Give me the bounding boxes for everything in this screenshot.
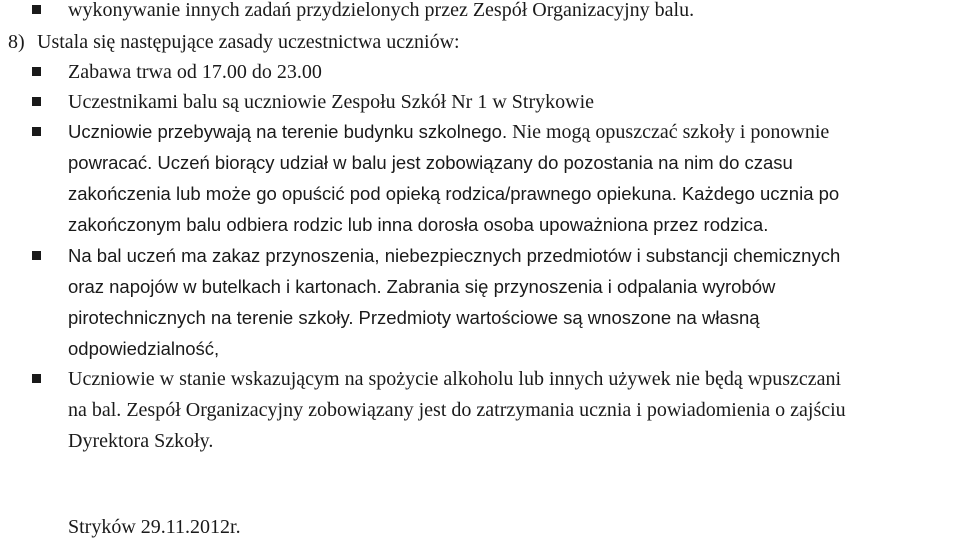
bullet-marker: [32, 67, 41, 76]
bullet-marker: [32, 97, 41, 106]
text-run: Przedmioty wartościowe są wnoszone na własną: [358, 307, 760, 328]
paragraph-line: [68, 306, 760, 330]
text-run: Nie mogą opuszczać szkoły i ponownie: [512, 121, 830, 143]
list-item: Zabawa trwa od 17.00 do 23.00: [68, 61, 322, 83]
list-number: 8): [8, 31, 25, 53]
paragraph-line: [68, 151, 793, 175]
bullet-marker: [32, 251, 41, 260]
list-item: Na bal uczeń ma zakaz przynoszenia, niebezpiecznych przedmiotów i substancji chemicznych: [68, 245, 841, 266]
text-run: Każdego ucznia po: [681, 183, 840, 204]
text-run: Zabrania się przynoszenia i odpalania wyrobów: [386, 276, 776, 297]
date-signature: Stryków 29.11.2012r.: [68, 516, 241, 538]
paragraph-line: [68, 398, 846, 422]
text-run: pirotechnicznych na terenie szkoły.: [68, 307, 354, 328]
list-item: wykonywanie innych zadań przydzielonych przez Zespół Organizacyjny balu.: [68, 0, 695, 21]
text-run: zakończenia lub może go opuścić pod opieką rodzica/prawnego opiekuna.: [68, 183, 677, 204]
paragraph-line: Dyrektora Szkoły.: [68, 430, 214, 452]
list-item: Uczestnikami balu są uczniowie Zespołu Szkół Nr 1 w Strykowie: [68, 91, 594, 113]
paragraph-line: [68, 182, 839, 206]
bullet-marker: [32, 5, 41, 14]
text-run: powracać.: [68, 152, 153, 173]
list-item: Uczniowie w stanie wskazującym na spożycie alkoholu lub innych używek nie będą wpuszczani: [68, 368, 842, 390]
bullet-marker: [32, 374, 41, 383]
text-run: Uczeń biorący udział w balu jest zobowiązany do pozostania na nim do czasu: [157, 152, 793, 173]
text-run: oraz napojów w butelkach i kartonach.: [68, 276, 382, 297]
list-item: [68, 120, 829, 144]
text-run: Zespół Organizacyjny zobowiązany jest do zatrzymania ucznia i powiadomienia o zajściu: [126, 399, 846, 421]
paragraph-line: zakończonym balu odbiera rodzic lub inna dorosła osoba upoważniona przez rodzica.: [68, 214, 769, 235]
text-run: na bal.: [68, 399, 122, 421]
section-heading: Ustala się następujące zasady uczestnictwa uczniów:: [37, 31, 460, 53]
text-run: Uczniowie przebywają na terenie budynku szkolnego.: [68, 121, 508, 142]
bullet-marker: [32, 127, 41, 136]
paragraph-line: [68, 275, 775, 299]
paragraph-line: odpowiedzialność,: [68, 338, 220, 359]
